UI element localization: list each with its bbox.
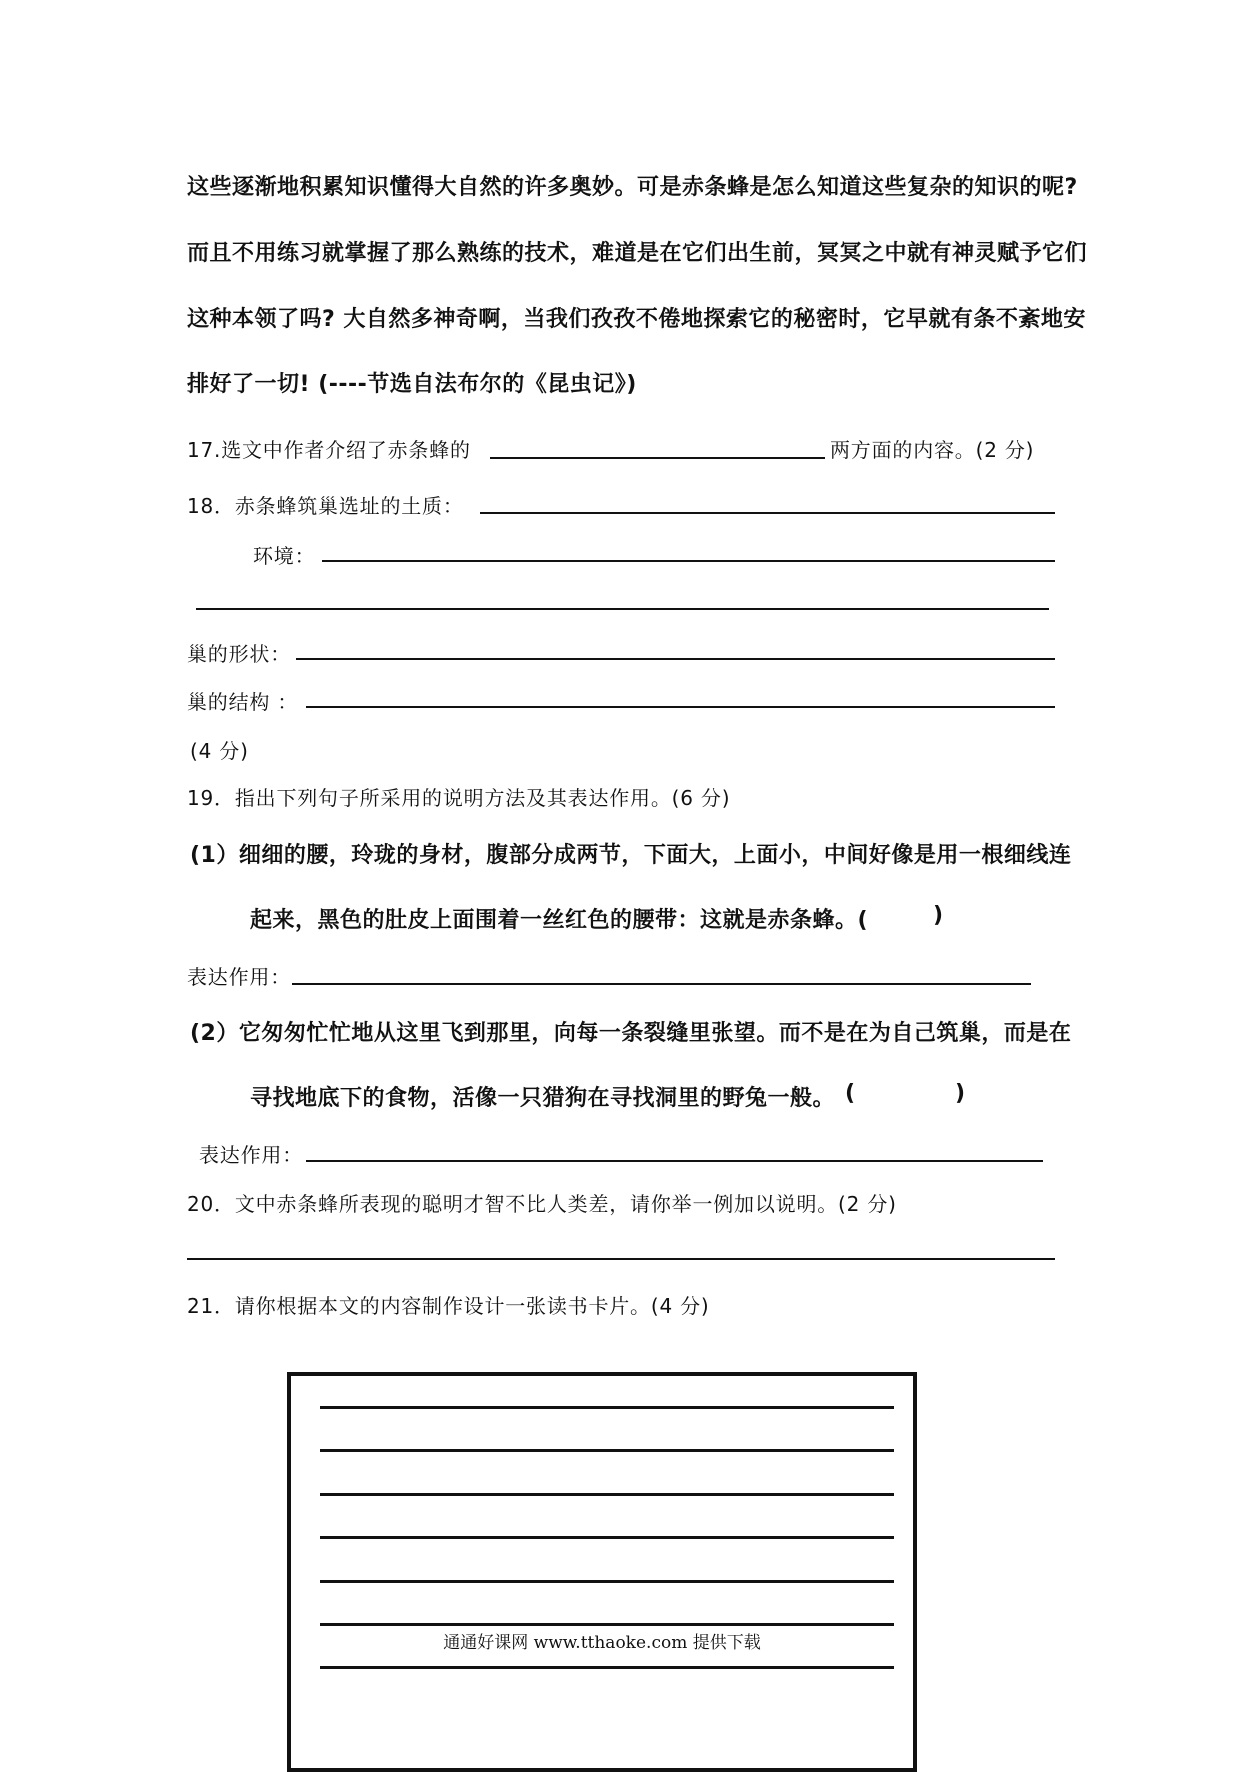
q18-structure-line[interactable] bbox=[306, 706, 1055, 708]
q18-soil-line[interactable] bbox=[480, 512, 1055, 514]
card-line-7[interactable] bbox=[320, 1666, 894, 1669]
q19-effect-2-line[interactable] bbox=[306, 1160, 1043, 1162]
q19-effect-2-label: 表达作用： bbox=[199, 1143, 303, 1167]
reading-card bbox=[287, 1372, 917, 1772]
q20-answer-line[interactable] bbox=[187, 1258, 1055, 1260]
passage-line-2: 而且不用练习就掌握了那么熟练的技术，难道是在它们出生前，冥冥之中就有神灵赋予它们 bbox=[187, 241, 1088, 266]
q20-text: 20．文中赤条蜂所表现的聪明才智不比人类差，请你举一例加以说明。(2 分) bbox=[187, 1192, 897, 1216]
q18-shape-label: 巢的形状： bbox=[187, 642, 291, 666]
q19-effect-1-label: 表达作用： bbox=[187, 965, 291, 989]
q18-env-line-2[interactable] bbox=[196, 608, 1049, 610]
q19-sentence-2-line-1: (2）它匆匆忙忙地从这里飞到那里，向每一条裂缝里张望。而不是在为自己筑巢，而是在 bbox=[190, 1021, 1072, 1046]
passage-line-4: 排好了一切! (----节选自法布尔的《昆虫记》) bbox=[187, 372, 637, 397]
q19-effect-1-line[interactable] bbox=[292, 983, 1031, 985]
q17-suffix: 两方面的内容。(2 分) bbox=[830, 438, 1035, 462]
q19-sentence-2-close: ) bbox=[955, 1081, 966, 1106]
q18-score: (4 分) bbox=[190, 739, 249, 763]
q19-sentence-2-line-2: 寻找地底下的食物，活像一只猎狗在寻找洞里的野兔一般。 bbox=[250, 1086, 836, 1111]
q18-env-label: 环境： bbox=[253, 544, 316, 568]
q21-text: 21．请你根据本文的内容制作设计一张读书卡片。(4 分) bbox=[187, 1294, 710, 1318]
card-line-4[interactable] bbox=[320, 1536, 894, 1539]
q18-label: 18．赤条蜂筑巢选址的土质： bbox=[187, 494, 464, 518]
card-line-2[interactable] bbox=[320, 1449, 894, 1452]
card-line-3[interactable] bbox=[320, 1493, 894, 1496]
card-line-1[interactable] bbox=[320, 1406, 894, 1409]
card-line-6[interactable] bbox=[320, 1623, 894, 1626]
card-line-5[interactable] bbox=[320, 1580, 894, 1583]
passage-line-3: 这种本领了吗? 大自然多神奇啊，当我们孜孜不倦地探索它的秘密时，它早就有条不紊地安 bbox=[187, 307, 1086, 332]
q19-sentence-1-close: ) bbox=[933, 903, 944, 928]
q19-sentence-1-line-1: (1）细细的腰，玲珑的身材，腹部分成两节，下面大，上面小，中间好像是用一根细线连 bbox=[190, 843, 1072, 868]
q17-prefix: 17.选文中作者介绍了赤条蜂的 bbox=[187, 438, 471, 462]
q19-sentence-2-open: ( bbox=[845, 1081, 856, 1106]
q19-sentence-1-line-2: 起来，黑色的肚皮上面围着一丝红色的腰带：这就是赤条蜂。( bbox=[250, 908, 869, 933]
card-footer-text: 通通好课网 www.tthaoke.com 提供下载 bbox=[443, 1633, 761, 1653]
q18-structure-label: 巢的结构 ： bbox=[187, 690, 299, 714]
q18-env-line[interactable] bbox=[322, 560, 1055, 562]
q17-answer-line[interactable] bbox=[490, 457, 825, 459]
q18-shape-line[interactable] bbox=[296, 658, 1055, 660]
passage-line-1: 这些逐渐地积累知识懂得大自然的许多奥妙。可是赤条蜂是怎么知道这些复杂的知识的呢? bbox=[187, 175, 1078, 200]
q19-title: 19．指出下列句子所采用的说明方法及其表达作用。(6 分) bbox=[187, 786, 731, 810]
